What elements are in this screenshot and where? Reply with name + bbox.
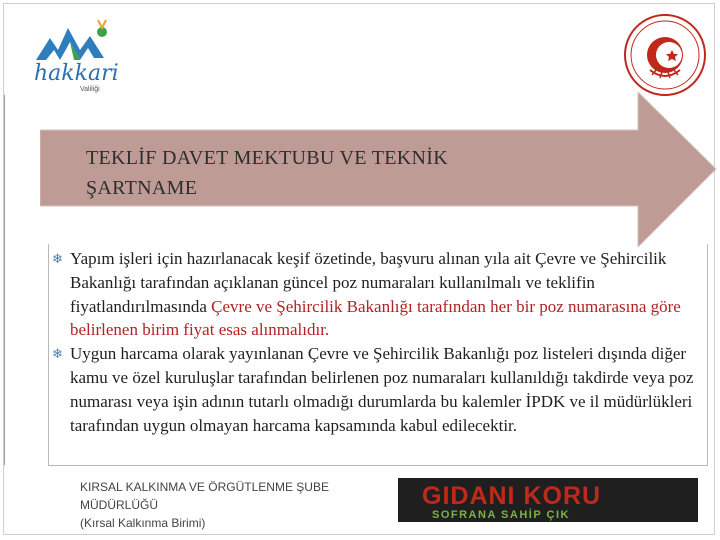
footer-line3: (Kırsal Kalkınma Birimi) bbox=[80, 516, 206, 530]
brand-line2: SOFRANA SAHİP ÇIK bbox=[432, 509, 570, 521]
banner-title-line1: TEKLİF DAVET MEKTUBU VE TEKNİK bbox=[86, 147, 448, 169]
bullet-text: Uygun harcama olarak yayınlanan Çevre ve Şehircilik Bakanlığı poz listeleri dışında diğer kamu ve özel kuruluşlar tarafından belirlenen poz numaraları kullanıldığı takdirde veya poz numarası veya işin adının tutarlı olmadığı durumlarda bu kalemler İPDK ve il müdürlükleri tarafından uygun olmayan harcama kapsamında kabul edilecektir. bbox=[70, 344, 694, 435]
footer-unit bbox=[80, 478, 400, 532]
gidani-koru-logo bbox=[398, 478, 698, 522]
hakkari-sub: Valiliği bbox=[80, 86, 100, 93]
hakkari-mountains-icon bbox=[28, 14, 138, 94]
left-divider bbox=[4, 95, 5, 465]
gidani-koru-logo-icon bbox=[398, 478, 698, 522]
brand-line1: GIDANI KORU bbox=[422, 482, 602, 510]
ministry-seal-icon bbox=[622, 12, 708, 98]
footer-line1: KIRSAL KALKINMA VE ÖRGÜTLENME ŞUBE bbox=[80, 480, 329, 494]
bullet-marker-icon: ❄ bbox=[52, 346, 63, 362]
bullet-text: Yapım işleri için hazırlanacak keşif özetinde, başvuru alınan yıla ait Çevre ve Şehircilik Bakanlığı tarafından açıklanan güncel poz numaraları kullanılmalı ve teklifin fiyatlandırılmasında bbox=[70, 249, 667, 316]
banner-title bbox=[86, 143, 606, 203]
bullet-list bbox=[52, 247, 712, 437]
hakkari-script: hakkari bbox=[34, 61, 119, 86]
footer-line2: MÜDÜRLÜĞÜ bbox=[80, 498, 158, 512]
bullet-item bbox=[52, 247, 712, 342]
bullet-marker-icon: ❄ bbox=[52, 251, 63, 266]
bullet-item bbox=[52, 342, 712, 437]
banner-title-line2: ŞARTNAME bbox=[86, 177, 198, 199]
bullet-text-highlight: Çevre ve Şehircilik Bakanlığı tarafından her bir poz numarasına göre belirlenen birim fiyat esas alınmalıdır. bbox=[70, 296, 681, 340]
ministry-seal bbox=[622, 12, 708, 98]
hakkari-logo bbox=[28, 14, 138, 94]
